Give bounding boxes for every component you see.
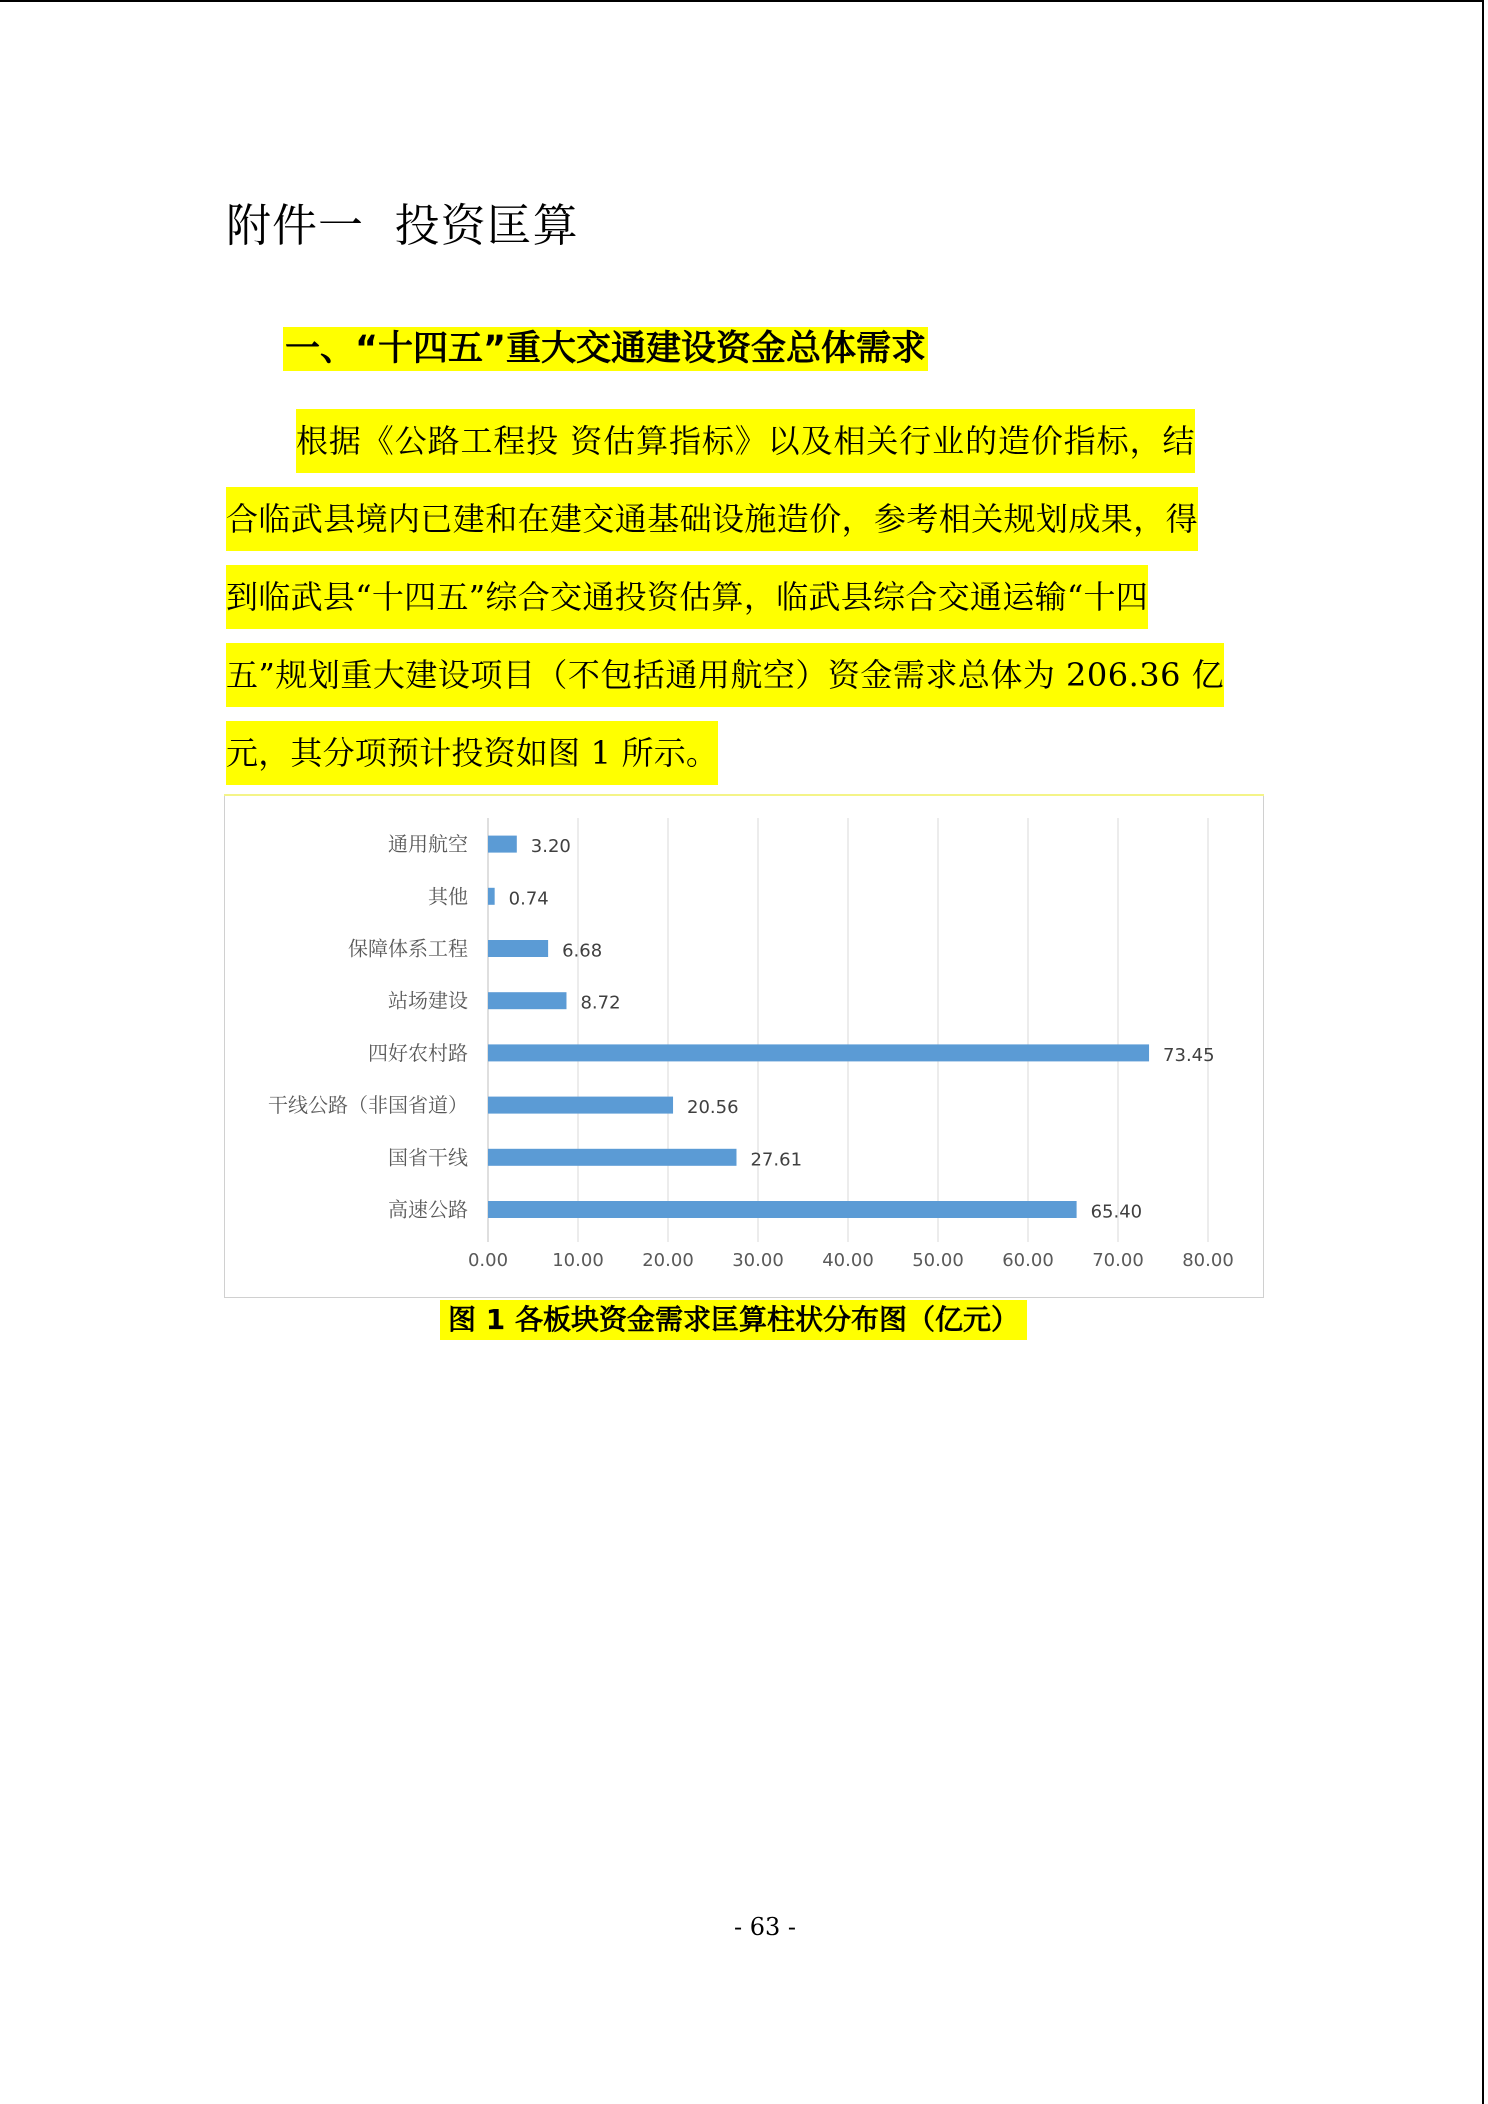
x-tick-label: 70.00 bbox=[1092, 1250, 1144, 1271]
x-tick-label: 80.00 bbox=[1182, 1250, 1234, 1271]
data-label: 8.72 bbox=[580, 992, 621, 1014]
x-tick-label: 0.00 bbox=[467, 1250, 509, 1271]
page-number: - 63 - bbox=[733, 1913, 796, 1941]
bar bbox=[488, 992, 566, 1009]
bar bbox=[488, 1044, 1149, 1061]
x-tick-label: 30.00 bbox=[732, 1250, 784, 1271]
data-label: 65.40 bbox=[1090, 1201, 1143, 1223]
bar bbox=[488, 1201, 1077, 1218]
body-paragraph bbox=[226, 402, 1266, 792]
data-label: 27.61 bbox=[750, 1149, 803, 1171]
section-heading-text: 一、“十四五”重大交通建设资金总体需求 bbox=[285, 329, 927, 369]
paragraph-line bbox=[226, 558, 1266, 636]
paragraph-line bbox=[226, 480, 1266, 558]
category-label: 保障体系工程 bbox=[348, 936, 468, 961]
data-label: 0.74 bbox=[508, 888, 549, 910]
paragraph-line-text: 到临武县“十四五”综合交通投资估算，临武县综合交通运输“十四 bbox=[226, 565, 1148, 629]
paragraph-line bbox=[226, 714, 1266, 792]
section-heading bbox=[283, 318, 928, 380]
category-label: 干线公路（非国省道） bbox=[268, 1093, 468, 1118]
paragraph-line-text: 元，其分项预计投资如图 1 所示。 bbox=[226, 721, 718, 785]
bar bbox=[488, 1149, 736, 1166]
x-tick-label: 50.00 bbox=[912, 1250, 964, 1271]
paragraph-line bbox=[226, 636, 1266, 714]
bar bbox=[488, 888, 495, 905]
category-label: 其他 bbox=[428, 884, 468, 909]
figure-caption: 图 1 各板块资金需求匡算柱状分布图（亿元） bbox=[440, 1300, 1027, 1340]
category-label: 通用航空 bbox=[388, 832, 468, 857]
data-label: 73.45 bbox=[1163, 1044, 1215, 1066]
x-tick-label: 20.00 bbox=[642, 1250, 694, 1271]
paragraph-line bbox=[226, 402, 1266, 480]
x-tick-label: 40.00 bbox=[822, 1250, 874, 1271]
bar bbox=[488, 1097, 673, 1114]
category-label: 四好农村路 bbox=[368, 1040, 468, 1065]
x-tick-label: 10.00 bbox=[552, 1250, 604, 1271]
bar bbox=[488, 940, 548, 957]
category-label: 站场建设 bbox=[388, 988, 468, 1013]
paragraph-line-text: 五”规划重大建设项目（不包括通用航空）资金需求总体为 206.36 亿 bbox=[226, 643, 1224, 707]
document-title: 附件一 投资匡算 bbox=[226, 199, 579, 252]
data-label: 6.68 bbox=[562, 940, 603, 962]
paragraph-line-text: 合临武县境内已建和在建交通基础设施造价，参考相关规划成果，得 bbox=[226, 487, 1198, 551]
data-label: 3.20 bbox=[530, 836, 571, 858]
data-label: 20.56 bbox=[687, 1097, 739, 1119]
x-tick-label: 60.00 bbox=[1002, 1250, 1054, 1271]
bar-chart-frame bbox=[224, 794, 1264, 1298]
category-label: 国省干线 bbox=[388, 1145, 468, 1170]
paragraph-line-text: 根据《公路工程投 资估算指标》以及相关行业的造价指标，结 bbox=[296, 409, 1195, 473]
bar-chart bbox=[225, 795, 1265, 1299]
category-label: 高速公路 bbox=[388, 1197, 468, 1222]
bar bbox=[488, 836, 517, 853]
